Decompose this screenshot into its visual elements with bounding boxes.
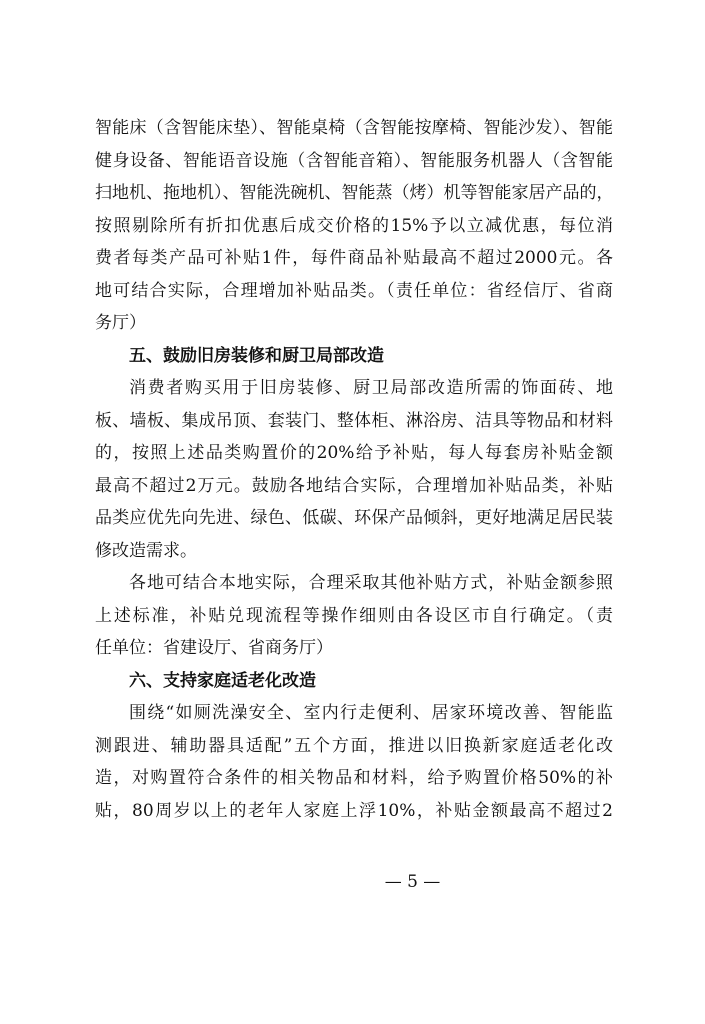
text-line: 按照剔除所有折扣优惠后成交价格的15%予以立减优惠，每位消 [95,215,613,236]
text-line: 修改造需求。 [95,540,197,561]
text-line: 健身设备、智能语音设施（含智能音箱）、智能服务机器人（含智能 [95,150,613,171]
text-line: 任单位：省建设厅、省商务厅） [95,638,333,658]
section-heading-6: 六、支持家庭适老化改造 [129,670,316,691]
text-line: 扫地机、拖地机）、智能洗碗机、智能蒸（烤）机等智能家居产品的， [95,183,613,203]
document-body [95,112,613,827]
text-line: 地可结合实际，合理增加补贴品类。（责任单位：省经信厅、省商 [95,280,613,301]
text-line: 最高不超过2万元。鼓励各地结合实际，合理增加补贴品类，补贴 [95,475,613,496]
text-line: 务厅） [95,313,146,333]
text-line: 消费者购买用于旧房装修、厨卫局部改造所需的饰面砖、地 [129,378,613,398]
text-line: 品类应优先向先进、绿色、低碳、环保产品倾斜，更好地满足居民装 [95,508,613,528]
page-number: — 5 — [384,872,441,892]
text-line: 的，按照上述品类购置价的20%给予补贴，每人每套房补贴金额 [95,443,613,463]
text-line: 围绕“如厕洗澡安全、室内行走便利、居家环境改善、智能监 [129,703,613,723]
text-line: 测跟进、辅助器具适配”五个方面，推进以旧换新家庭适老化改 [95,735,613,756]
text-line: 费者每类产品可补贴1件，每件商品补贴最高不超过2000元。各 [95,248,613,268]
text-line: 上述标准，补贴兑现流程等操作细则由各设区市自行确定。（责 [95,605,613,626]
text-line: 造，对购置符合条件的相关物品和材料，给予购置价格50%的补 [95,768,613,788]
text-line: 板、墙板、集成吊顶、套装门、整体柜、淋浴房、洁具等物品和材料 [95,410,613,431]
text-line: 各地可结合本地实际，合理采取其他补贴方式，补贴金额参照 [129,573,613,593]
text-line: 智能床（含智能床垫）、智能桌椅（含智能按摩椅、智能沙发）、智能 [95,118,613,138]
section-heading-5: 五、鼓励旧房装修和厨卫局部改造 [129,345,384,366]
text-line: 贴，80周岁以上的老年人家庭上浮10%，补贴金额最高不超过2 [95,800,613,821]
